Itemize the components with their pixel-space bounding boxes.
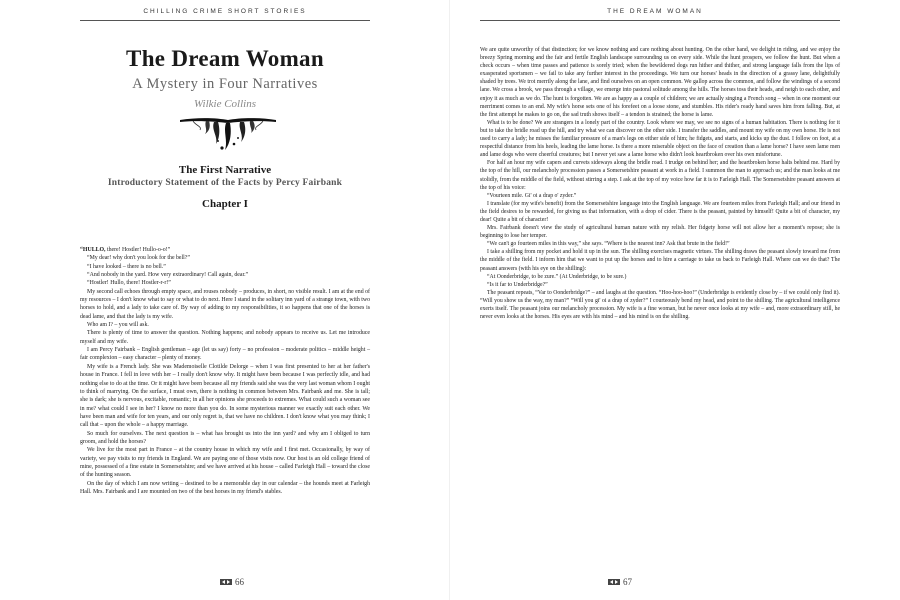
- paragraph: We live for the most part in France – at the country house in which my wife and I first met. Occasionally, by way of variety, we pay visits to my friends in England. We are paying one of those visits now. Our host is an old college friend of mine, possessed of a fine estate in Somersetshire; and we have arrived at his house – called Farleigh Hall – toward the close of the hunting season.: [80, 447, 370, 479]
- paragraph: “We can't go fourteen miles in this way,” she says. “Where is the nearest inn? Ask that brute in the field!”: [487, 241, 730, 248]
- opening-paragraph: [80, 246, 370, 254]
- header-rule-left: [80, 20, 370, 21]
- paragraph: I translate (for my wife's benefit) from the Somersetshire language into the English language. We are fourteen miles from Farleigh Hall; and our friend in the field desires to be rewarded, for giving us that information, with a drop of cider. There is the peasant, painted by himself! Quite a bit of character, my dear! Quite a bit of character!: [480, 200, 840, 223]
- paragraph: So much for ourselves. The next question is – what has brought us into the inn yard? and why am I obliged to turn groom, and hold the horses?: [80, 430, 370, 445]
- story-subtitle: A Mystery in Four Narratives: [132, 76, 318, 92]
- paragraph: There is plenty of time to answer the question. Nothing happens; and nobody appears to receive us. Let me introduce myself and my wife.: [80, 330, 370, 345]
- story-title: The Dream Woman: [126, 46, 324, 71]
- narrative-subheading: Introductory Statement of the Facts by Percy Fairbank: [107, 178, 343, 188]
- paragraph: “And nobody in the yard. How very extraordinary! Call again, dear.”: [87, 272, 249, 279]
- page-number-right: [608, 577, 632, 587]
- paragraph: Who am I? – you will ask.: [87, 322, 149, 329]
- folio-ornament-icon: [220, 579, 232, 585]
- left-body-text: [80, 246, 370, 496]
- narrative-heading: The First Narrative: [178, 164, 272, 176]
- paragraph: On the day of which I am now writing – destined to be a memorable day in our calendar – the hounds meet at Farleigh Hall. Mrs. Fairbank and I are mounted on two of the best horses in my friend's stables.: [80, 480, 370, 495]
- paragraph: My wife is a French lady. She was Mademoiselle Clotilde Delorge – when I was first presented to her at her father's house in France. I fell in love with her – I really don't know why. It might have been because I was perfectly idle, and had nothing else to do at the time. Or it might have been because all my friends said she was the very last woman whom I ought to think of marrying. On the surface, I must own, there is nothing in common between Mrs. Fairbank and me. She is tall; she is dark; she is nervous, excitable, romantic; in all her opinions she proceeds to extremes. What could such a woman see in me? what could I see in her? I know no more than you do. In some mysterious manner we exactly suit each other. We have been man and wife for ten years, and our only regret is, that we have no children. I don't know what you may think; I call that – upon the whole – a happy marriage.: [80, 363, 370, 429]
- page-number-left: [220, 577, 244, 587]
- paragraph: “Is it far to Underbridge?”: [487, 281, 548, 288]
- opening-rest: there! Hostler! Hullo-o-o!”: [105, 247, 171, 253]
- running-head-left: CHILLING CRIME SHORT STORIES: [143, 8, 307, 15]
- paragraph: “Vourteen mile. Gi' oi a drap o' zyder.”: [487, 192, 577, 199]
- right-body-text: [480, 46, 840, 321]
- running-head-right: THE DREAM WOMAN: [607, 8, 703, 15]
- paragraph: For half an hour my wife capers and curvets sideways along the bridle road. I trudge on behind her; and the heartbroken horse halts behind me. Hard by the top of the hill, our melancholy procession passes a Somersetshire peasant at work in a field. I summon the man to approach us; and the man looks at me stolidly, from the middle of the field, without stirring a step. I ask at the top of my voice how far it is to Farleigh Hall. The Somersetshire peasant answers at the top of his voice:: [480, 160, 840, 191]
- paragraph: “My dear! why don't you look for the bell?”: [87, 255, 190, 262]
- paragraph: My second call echoes through empty space, and rouses nobody – produces, in short, no visible result. I am at the end of my resources – I don't know what to say or what to do next. Here I stand in the solitary inn yard of a strange town, with two horses to hold, and a lady to take care of. By way of adding to my responsibilities, it so happens that one of the horses is dead lame, and that the lady is my wife.: [80, 288, 370, 320]
- paragraph: “Hostler! Hullo, there! Hostler-r-r!”: [87, 280, 171, 287]
- page-number: 66: [235, 577, 244, 587]
- paragraph: I am Percy Fairbank – English gentleman – age (let us say) forty – no profession – moderate politics – middle height – fair complexion – easy character – plenty of money.: [80, 347, 370, 362]
- folio-ornament-icon: [608, 579, 620, 585]
- paragraph: “I have looked – there is no bell.”: [87, 263, 166, 270]
- page-number: 67: [623, 577, 632, 587]
- paragraph: “At Oonderbridge, to be zure.” (At Underbridge, to be sure.): [487, 273, 627, 280]
- decorative-ornament-icon: [178, 114, 278, 154]
- paragraph: The peasant repeats, “Var to Oonderbridge?” – and laughs at the question. “Hoo-hoo-hoo!” (Underbridge is evidently close by – if we could only find it). “Will you show us the way, my man?” “Will you gi' oi a drap of zyder?” I courteously bend my head, and point to the shilling. The agricultural intelligence exerts itself. The peasant joins our melancholy procession. My wife is a fine woman, but he never once looks at my wife – and, more extraordinary still, he never even looks at the horses. His eyes are with his mind – and his mind is on the shilling.: [480, 289, 840, 321]
- header-rule-right: [480, 20, 840, 21]
- author-name: Wilkie Collins: [193, 98, 257, 110]
- right-page: [450, 0, 900, 600]
- opening-lead: “HULLO,: [80, 247, 106, 253]
- paragraph: I take a shilling from my pocket and hold it up in the sun. The shilling exercises magnetic virtues. The shilling draws the peasant slowly toward me from the middle of the field. I inform him that we want to put up the horses and to hire a carriage to take us back to Farleigh Hall. Where can we do that? The peasant answers (with his eye on the shilling):: [480, 249, 840, 272]
- paragraph: We are quite unworthy of that distinction; for we know nothing and care nothing about hunting. On the other hand, we delight in riding, and we enjoy the breezy Spring morning and the fair and fertile English landscape surrounding us on every side. While the hunt prospers, we follow the hunt. But when a check occurs – when time passes and patience is sorely tried; when the bewildered dogs run hither and thither, and strong language falls from the lips of exasperated sportsmen – we fail to take any further interest in the proceedings. We turn our horses' heads in the direction of a grassy lane, delightfully shaded by trees. We trot merrily along the lane, and find ourselves on an open common. We gallop across the common, and follow the windings of a second lane. We cross a brook, we pass through a village, we emerge into pastoral solitude among the hills. The horses toss their heads, and neigh to each other, and enjoy it as much as we do. The hunt is forgotten. We are as happy as a couple of children; we are actually singing a French song – when in one moment our merriment comes to an end. My wife's horse sets one of his forefeet on a loose stone, and stumbles. His rider's ready hand saves him from falling. But, at the first attempt he makes to go on, the sad truth shows itself – a tendon is strained; the horse is lame.: [480, 47, 840, 118]
- chapter-heading: Chapter I: [202, 198, 248, 210]
- paragraph: What is to be done? We are strangers in a lonely part of the country. Look where we may, we see no signs of a human habitation. There is nothing for it but to take the bridle road up the hill, and try what we can discover on the other side. I transfer the saddles, and mount my wife on my own horse. He is not used to carry a lady; he misses the familiar pressure of a man's legs on either side of him; he fidgets, and starts, and kicks up the dust. I follow on foot, at a respectful distance from his heels, leading the lame horse. Is there a more miserable object on the face of creation than a lame horse? I have seen lame men and lame dogs who were cheerful creatures; but I never yet saw a lame horse who didn't look heartbroken over his own misfortune.: [480, 119, 840, 159]
- paragraph: Mrs. Fairbank doesn't view the study of agricultural human nature with my relish. Her fidgety horse will not allow her a moment's repose; she is beginning to lose her temper.: [480, 225, 840, 240]
